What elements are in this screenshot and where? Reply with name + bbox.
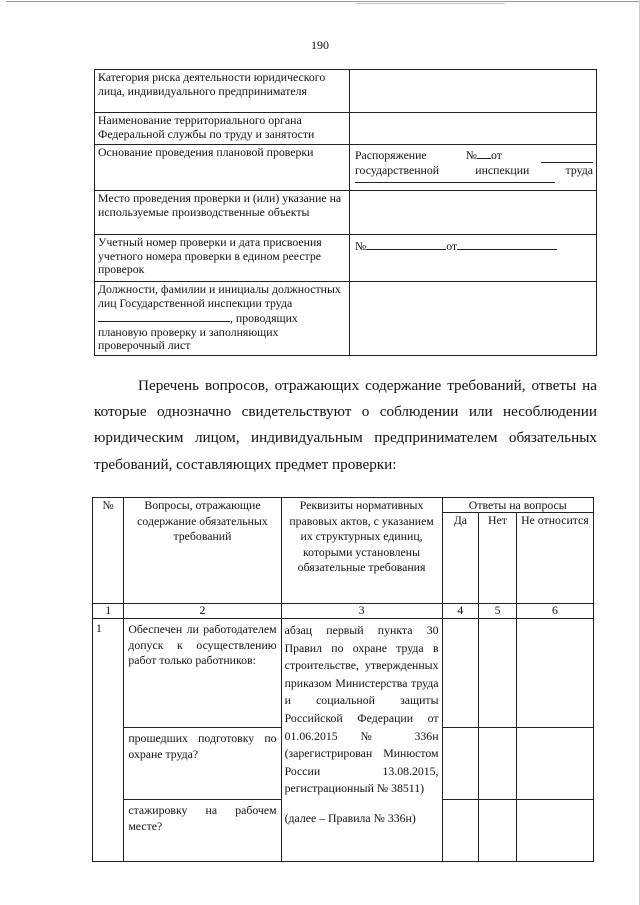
header-requisites: Реквизиты нормативных правовых актов, с указанием их структурных единиц, которыми установлены обязательные требования [281, 498, 442, 604]
order-number-blank [477, 147, 491, 159]
answer-not-applicable-cell[interactable] [516, 728, 593, 800]
checklist-intro-paragraph: Перечень вопросов, отражающих содержание требований, ответы на которые однозначно свидетельствуют о соблюдении или несоблюдении юридическим лицом, индивидуальным предпринимателем обязательных требований, составляющих предмет проверки: [94, 377, 597, 473]
question-text: прошедших подготовку по охране труда? [124, 728, 281, 800]
registration-value: № от [350, 235, 597, 282]
column-number: 6 [516, 604, 593, 619]
basis-label: Основание проведения плановой проверки [95, 145, 350, 191]
basis-word-order: Распоряжение [355, 148, 427, 162]
requisite-note: (далее – Правила № 336н) [284, 810, 416, 825]
answer-not-applicable-cell[interactable] [516, 619, 593, 728]
info-row-registration [95, 235, 597, 282]
officials-label: Должности, фамилии и инициалы должностных лиц Государственной инспекции труда , проводящих плановую проверку и заполняющих проверочный лист [95, 282, 350, 356]
question-number: 1 [93, 619, 124, 862]
officials-label-part1: Должности, фамилии и инициалы должностных лиц Государственной инспекции труда [98, 282, 341, 310]
requisite-text: абзац первый пункта 30 Правил по охране труда в строительстве, утвержденных приказом Министерства труда и социальной защиты Российской Федерации от 01.06.2015 № 336н (зарегистрирован Минюстом России 13.08.2015, регистрационный № 38511) (далее – Правила № 336н) [281, 619, 442, 862]
scan-top-line [6, 1, 640, 2]
officials-value [350, 282, 597, 356]
answer-not-applicable-cell[interactable] [516, 800, 593, 862]
territorial-body-label: Наименование территориального органа Федеральной службы по труду и занятости [95, 113, 350, 145]
column-number: 4 [442, 604, 479, 619]
place-value [350, 191, 597, 235]
answer-no-cell[interactable] [479, 800, 517, 862]
basis-value-line-2: государственной инспекции труда [355, 162, 593, 177]
scan-top-line-secondary [355, 3, 505, 4]
answer-no-cell[interactable] [479, 728, 517, 800]
column-numbers-row [93, 604, 594, 619]
answer-yes-cell[interactable] [442, 728, 479, 800]
page-number: 190 [311, 38, 329, 52]
header-no: № [93, 498, 124, 604]
answer-yes-cell[interactable] [442, 800, 479, 862]
info-row-territorial-body [95, 113, 597, 145]
column-number: 1 [93, 604, 124, 619]
officials-blank [98, 310, 230, 322]
answer-no-cell[interactable] [479, 619, 517, 728]
checklist-questions-table [92, 497, 594, 862]
column-number: 3 [281, 604, 442, 619]
order-date-blank [541, 151, 593, 163]
inspection-info-table [94, 69, 597, 356]
question-text: стажировку на рабочем месте? [124, 800, 281, 862]
info-row-officials [95, 282, 597, 356]
questions-header-row [93, 498, 594, 513]
officials-label-part2: проводящих плановую проверку и заполняющих проверочный лист [98, 311, 298, 353]
registration-number-blank [366, 238, 446, 250]
risk-category-label: Категория риска деятельности юридического лица, индивидуального предпринимателя [95, 70, 350, 113]
registration-date-blank [457, 238, 557, 250]
column-number: 5 [479, 604, 517, 619]
registration-label: Учетный номер проверки и дата присвоения учетного номера проверки в едином реестре проверок [95, 235, 350, 282]
answer-yes-cell[interactable] [442, 619, 479, 728]
info-row-risk-category [95, 70, 597, 113]
basis-order-number: № от [465, 148, 502, 162]
place-label: Место проведения проверки и (или) указание на используемые производственные объекты [95, 191, 350, 235]
header-not-applicable: Не относится [516, 513, 593, 604]
header-no-answer: Нет [479, 513, 517, 604]
header-answers: Ответы на вопросы [442, 498, 593, 513]
risk-category-value [350, 70, 597, 113]
column-number: 2 [124, 604, 281, 619]
info-row-basis [95, 145, 597, 191]
territorial-body-value [350, 113, 597, 145]
basis-value-line-1 [355, 147, 593, 163]
info-row-place [95, 191, 597, 235]
header-yes: Да [442, 513, 479, 604]
header-questions: Вопросы, отражающие содержание обязательных требований [124, 498, 281, 604]
table-row [93, 619, 594, 728]
basis-signature-line [355, 177, 555, 183]
basis-value [350, 145, 597, 191]
question-text: Обеспечен ли работодателем допуск к осуществлению работ только работников: [124, 619, 281, 728]
